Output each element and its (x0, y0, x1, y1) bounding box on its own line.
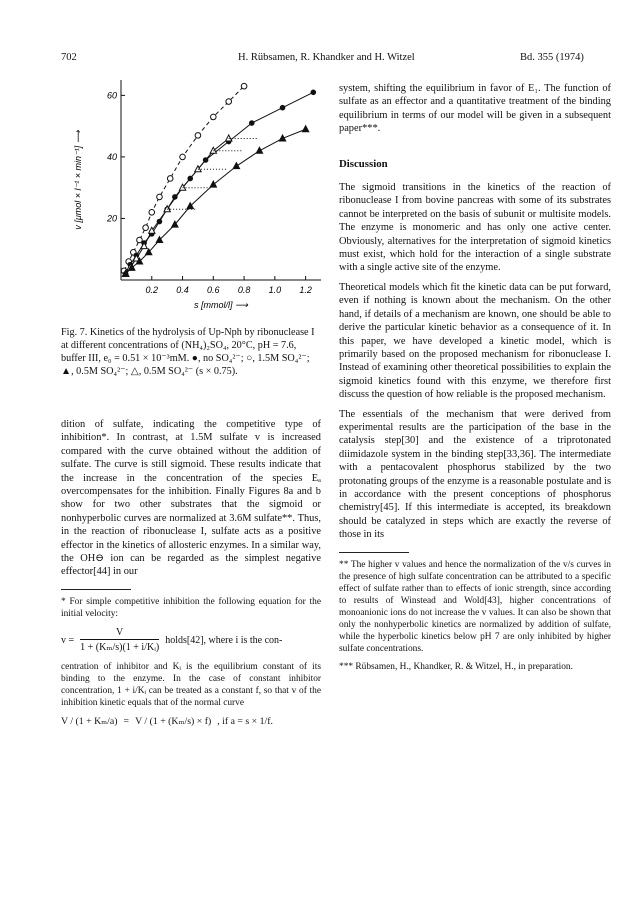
data-point (302, 126, 308, 132)
right-paragraph-1: system, shifting the equilibrium in favor of E₁. The function of sulfate as an effector and a quantitative treatment of the binding equilibrium in terms of our model will be given in a subsequent paper***. (339, 83, 611, 135)
figure-caption: Fig. 7. Kinetics of the hydrolysis of Up-Nph by ribonuclease I at different concentrations of (NH₄)₂SO₄, 20°C, pH = 7.6, buffer III, e₀ = 0.51 × 10⁻³mM. ●, no SO₄²⁻; ○, 1.5M SO₄²⁻; ▲, 0.5M SO₄²⁻; △, 0.5M SO₄²⁻ (s × 0.75). (61, 327, 315, 377)
data-point (233, 163, 239, 169)
running-authors: H. Rübsamen, R. Khandker and H. Witzel (238, 52, 415, 63)
eq1-tail: holds[42], where i is the con- (165, 634, 283, 646)
data-point (195, 133, 201, 139)
right-paragraph-3: Theoretical models which fit the kinetic data can be put forward, even if nothing is known about the mechanism. On the other hand, if details of a mechanism are known, one should be able to derive the particular kinetic behavior as a consequence of it. In this paper, we have developed a kinetic model, which is primarily based on the proposed mechanism for ribonuclease I. Instead of examining other theoretical possibilities to explain the sigmoid kinetics found with this enzyme, we therefore first discuss the question of how reliable is the proposed mechanism. (339, 281, 611, 401)
footnote-inhibition: * For simple competitive inhibition the following equation for the initial velocity: (61, 596, 321, 619)
data-point (311, 90, 317, 96)
x-tick-label: 0.2 (145, 285, 159, 295)
figure-7-chart (61, 70, 331, 320)
footnote-reference: *** Rübsamen, H., Khandker, R. & Witzel, H., in preparation. (339, 661, 573, 672)
footnote-rule (61, 589, 131, 590)
x-tick-label: 0.4 (176, 285, 189, 295)
x-tick-label: 0.8 (237, 285, 251, 295)
data-point (210, 147, 216, 153)
equation-1 (61, 626, 321, 655)
eq2-left: V / (1 + Kₘ/a) (61, 715, 118, 727)
series-line (126, 138, 229, 273)
left-paragraph: dition of sulfate, indicating the competitive type of inhibition*. In contrast, at 1.5M sulfate v is increased compared with the curve obtained without the addition of sulfate. The curve is still sigmoid. These results indicate that the increase in the concentration of the species Eₐ overcompensates for the inhibition. Finally Figures 8a and b show for two other substrates that the sigmoid or nonhyperbolic curves are normalized at 3.6M sulfate**. Thus, in the reaction of ribonuclease I, sulfate acts as a positive effector in the kinetics of allosteric enzymes. In a similar way, the OH⊖ ion can be regarded as the simplest negative effector[44] in our (61, 419, 321, 578)
x-tick-label: 1.0 (268, 285, 282, 295)
y-tick-label: 40 (106, 151, 117, 162)
footnote-rule-right (339, 552, 409, 553)
y-tick-label: 60 (106, 90, 117, 101)
data-point (249, 120, 255, 126)
data-point (211, 114, 217, 120)
eq2-tail: , if a = s × 1/f. (217, 715, 273, 727)
y-axis-label: v [μmol × l⁻¹ × min⁻¹] ⟶ (73, 130, 83, 230)
data-point (210, 181, 216, 187)
data-point (180, 154, 186, 160)
right-paragraph-2: The sigmoid transitions in the kinetics of the reaction of ribonuclease I from bovine pancreas with some of its substrates cannot be interpreted on the basis of subunit or multisite models. The enzyme is monomeric and has only one active center. Obviously, alternatives for the interpretation of sigmoid kinetics must exist, which hold for the interaction of a single substrate with a single active site of the enzyme. (339, 182, 611, 274)
data-point (167, 176, 173, 182)
footnote-inhibition-cont: centration of inhibitor and Kᵢ is the equilibrium constant of its binding to the enzyme. In the case of constant inhibitor concentration, 1 + i/Kᵢ can be treated as a constant f, so that v of the inhibition kinetic equals that of the normal curve (61, 661, 321, 708)
data-point (157, 194, 163, 200)
equation-2 (61, 715, 321, 728)
data-point (137, 237, 143, 243)
page-number: 702 (61, 52, 77, 63)
x-axis-label: s [mmol/l] ⟶ (194, 300, 248, 310)
left-column (61, 418, 321, 728)
x-tick-label: 0.6 (207, 285, 220, 295)
volume-info: Bd. 355 (1974) (520, 52, 584, 63)
eq1-denominator: 1 + (Kₘ/s)(1 + i/Kᵢ) (80, 639, 159, 654)
data-point (280, 105, 286, 111)
x-tick-label: 1.2 (299, 285, 312, 295)
data-point (149, 210, 155, 216)
y-tick-label: 20 (106, 213, 117, 224)
eq1-lhs: v = (61, 634, 75, 646)
eq1-numerator: V (116, 626, 124, 638)
section-heading: Discussion (339, 157, 388, 170)
data-point (226, 99, 232, 105)
data-point (256, 147, 262, 153)
eq1-fraction (80, 626, 159, 655)
eq2-right: V / (1 + (Kₘ/s) × f) (135, 715, 212, 727)
data-point (143, 225, 149, 231)
right-column (339, 82, 611, 679)
eq2-equals: = (123, 715, 130, 727)
footnote-sulfate: ** The higher v values and hence the normalization of the v/s curves in the presence of high sulfate concentration can be attributed to a specific effect of sulfate rather than to effects of ionic strength, since according to results of Winstead and Wold[43], higher concentrations of monoanionic ions do not increase the v values. It can also be shown that only the nonhyperbolic kinetics are normalized by addition of sulfate, while the hyperbolic kinetics below pH 7 are only inhibited by higher sulfate concentrations. (339, 559, 611, 654)
right-paragraph-4: The essentials of the mechanism that were derived from experimental results are the participation of the base in the catalysis step[30] and the existence of a triprotonated diimidazole system in the binding step[33,36]. The intermediate with a pentacovalent phosphorus stabilized by the two protonating groups of the enzyme is a reasonable postulate and is in accordance with the present conceptions of phosphorus chemistry[45]. If this intermediate is accepted, its breakdown should be catalyzed in steps which are exactly the reverse of those in its (339, 408, 611, 541)
data-point (241, 83, 247, 89)
